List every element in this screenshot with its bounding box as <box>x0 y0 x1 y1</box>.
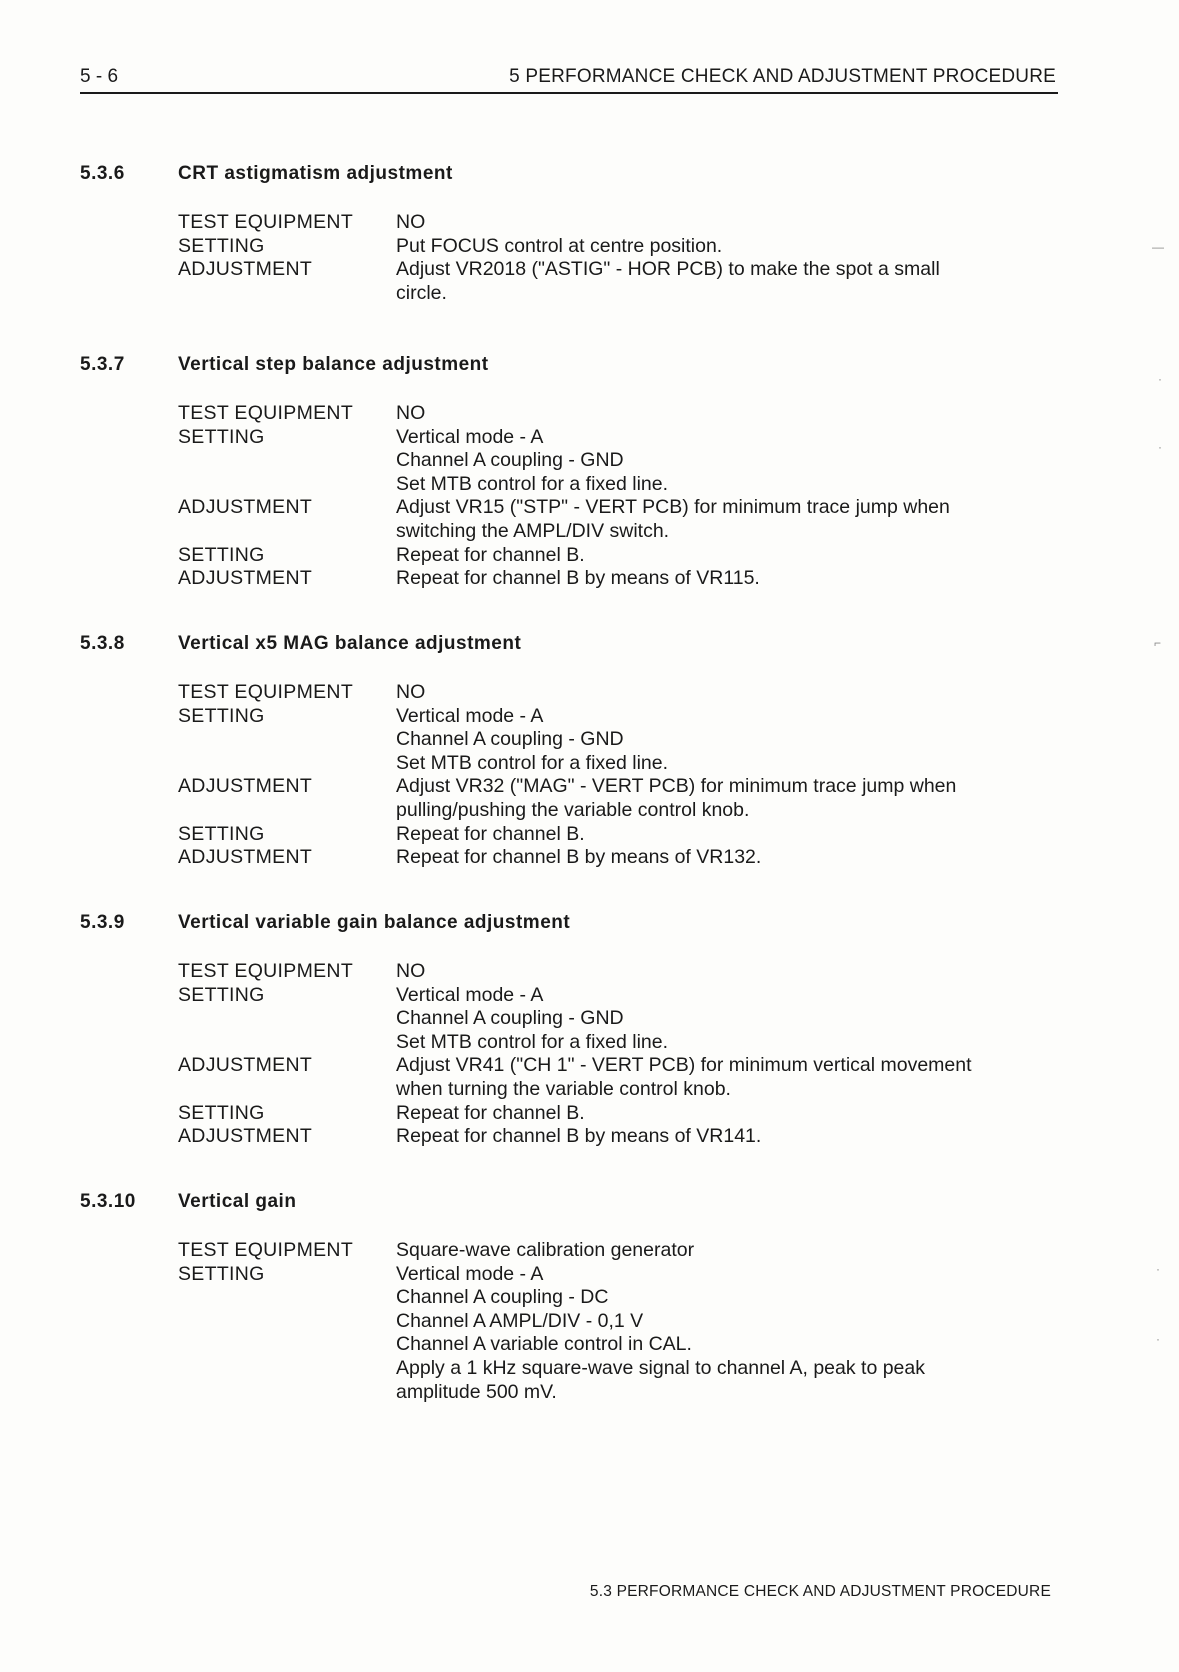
procedure-row <box>178 823 1060 847</box>
row-text: Channel A variable control in CAL. <box>396 1333 692 1356</box>
procedure-row <box>178 1239 1060 1263</box>
row-text: Square-wave calibration generator <box>396 1239 695 1261</box>
section-number: 5.3.9 <box>80 912 125 933</box>
row-label: ADJUSTMENT <box>178 567 313 590</box>
row-text: Vertical mode - A <box>396 704 544 727</box>
row-label: ADJUSTMENT <box>178 846 313 869</box>
row-text: Repeat for channel B by means of VR115. <box>396 567 760 590</box>
row-text: Vertical mode - A <box>396 983 544 1006</box>
row-label: SETTING <box>178 425 265 448</box>
row-label: ADJUSTMENT <box>178 1125 313 1148</box>
row-label: SETTING <box>178 822 265 845</box>
procedure-row <box>178 1263 1060 1405</box>
section-5-3-8 <box>80 633 1060 870</box>
row-text: Repeat for channel B. <box>396 1101 585 1124</box>
procedure-table <box>178 681 1060 870</box>
row-label: SETTING <box>178 704 265 727</box>
row-text: Adjust VR2018 ("ASTIG" - HOR PCB) to make the spot a small <box>396 258 940 281</box>
procedure-row <box>178 402 1060 426</box>
row-label: SETTING <box>178 234 265 257</box>
row-text: Channel A coupling - GND <box>396 1007 624 1030</box>
section-heading <box>80 633 1060 663</box>
row-label: ADJUSTMENT <box>178 1054 313 1077</box>
section-5-3-10 <box>80 1191 1060 1404</box>
row-text: Adjust VR32 ("MAG" - VERT PCB) for minimum trace jump when <box>396 775 957 798</box>
row-label: SETTING <box>178 543 265 566</box>
row-label: TEST EQUIPMENT <box>178 681 354 703</box>
section-title: Vertical x5 MAG balance adjustment <box>178 633 522 654</box>
procedure-row <box>178 1054 1060 1101</box>
procedure-row <box>178 681 1060 705</box>
procedure-table <box>178 211 1060 305</box>
procedure-row <box>178 496 1060 543</box>
procedure-row <box>178 1125 1060 1149</box>
section-title: Vertical variable gain balance adjustment <box>178 912 571 933</box>
page-number: 5 - 6 <box>80 66 119 87</box>
row-text: Vertical mode - A <box>396 1262 544 1285</box>
row-text: Vertical mode - A <box>396 425 544 448</box>
procedure-row <box>178 567 1060 591</box>
procedure-row <box>178 960 1060 984</box>
procedure-row <box>178 1102 1060 1126</box>
row-text: Adjust VR15 ("STP" - VERT PCB) for minimum trace jump when <box>396 496 950 519</box>
row-label: TEST EQUIPMENT <box>178 960 354 982</box>
procedure-table <box>178 960 1060 1149</box>
page-header <box>80 66 1058 94</box>
procedure-row <box>178 426 1060 497</box>
row-text: when turning the variable control knob. <box>396 1077 731 1100</box>
row-text: switching the AMPL/DIV switch. <box>396 519 670 542</box>
procedure-table <box>178 402 1060 591</box>
row-text: Apply a 1 kHz square-wave signal to channel A, peak to peak <box>396 1356 925 1379</box>
row-text: Repeat for channel B. <box>396 822 585 845</box>
row-text: Set MTB control for a fixed line. <box>396 1030 669 1053</box>
procedure-row <box>178 211 1060 235</box>
section-number: 5.3.7 <box>80 354 125 375</box>
row-text: Channel A coupling - GND <box>396 728 624 751</box>
section-5-3-9 <box>80 912 1060 1149</box>
chapter-title: 5 PERFORMANCE CHECK AND ADJUSTMENT PROCEDURE <box>509 66 1056 87</box>
scan-mark: ⌐ <box>1154 636 1162 650</box>
row-label: TEST EQUIPMENT <box>178 402 354 424</box>
row-text: Set MTB control for a fixed line. <box>396 472 669 495</box>
section-heading <box>80 912 1060 942</box>
row-label: TEST EQUIPMENT <box>178 1239 354 1261</box>
section-title: CRT astigmatism adjustment <box>178 163 453 184</box>
row-text: Repeat for channel B. <box>396 543 585 566</box>
scan-mark: — <box>1152 240 1164 254</box>
section-5-3-7 <box>80 354 1060 591</box>
row-label: SETTING <box>178 1101 265 1124</box>
row-text: NO <box>396 681 426 703</box>
row-label: SETTING <box>178 983 265 1006</box>
scan-mark: · <box>1156 1262 1160 1276</box>
page-footer: 5.3 PERFORMANCE CHECK AND ADJUSTMENT PROCEDURE <box>589 1583 1051 1600</box>
row-text: NO <box>396 211 426 233</box>
section-heading <box>80 354 1060 384</box>
row-text: Set MTB control for a fixed line. <box>396 751 669 774</box>
procedure-row <box>178 705 1060 776</box>
scan-mark: · <box>1158 372 1162 386</box>
row-text: pulling/pushing the variable control knob. <box>396 798 750 821</box>
section-heading <box>80 1191 1060 1221</box>
procedure-row <box>178 984 1060 1055</box>
row-label: ADJUSTMENT <box>178 496 313 519</box>
row-text: Repeat for channel B by means of VR141. <box>396 1125 762 1148</box>
row-text: amplitude 500 mV. <box>396 1380 557 1403</box>
scan-mark: · <box>1158 440 1162 454</box>
section-5-3-6 <box>80 163 1060 305</box>
row-text: Put FOCUS control at centre position. <box>396 234 723 257</box>
section-heading <box>80 163 1060 193</box>
procedure-row <box>178 846 1060 870</box>
row-text: Channel A coupling - GND <box>396 449 624 472</box>
section-number: 5.3.10 <box>80 1191 136 1212</box>
procedure-row <box>178 775 1060 822</box>
section-title: Vertical step balance adjustment <box>178 354 489 375</box>
section-title: Vertical gain <box>178 1191 297 1212</box>
procedure-row <box>178 235 1060 259</box>
row-text: Channel A AMPL/DIV - 0,1 V <box>396 1309 644 1332</box>
scan-mark: · <box>1156 1332 1160 1346</box>
procedure-row <box>178 258 1060 305</box>
procedure-row <box>178 544 1060 568</box>
row-label: ADJUSTMENT <box>178 258 313 281</box>
section-number: 5.3.6 <box>80 163 125 184</box>
row-label: ADJUSTMENT <box>178 775 313 798</box>
row-text: NO <box>396 402 426 424</box>
row-label: TEST EQUIPMENT <box>178 211 354 233</box>
section-number: 5.3.8 <box>80 633 125 654</box>
row-text: Repeat for channel B by means of VR132. <box>396 846 762 869</box>
row-text: NO <box>396 960 426 982</box>
row-text: circle. <box>396 281 447 304</box>
procedure-table <box>178 1239 1060 1404</box>
row-text: Adjust VR41 ("CH 1" - VERT PCB) for minimum vertical movement <box>396 1054 972 1077</box>
row-label: SETTING <box>178 1262 265 1285</box>
row-text: Channel A coupling - DC <box>396 1286 609 1309</box>
